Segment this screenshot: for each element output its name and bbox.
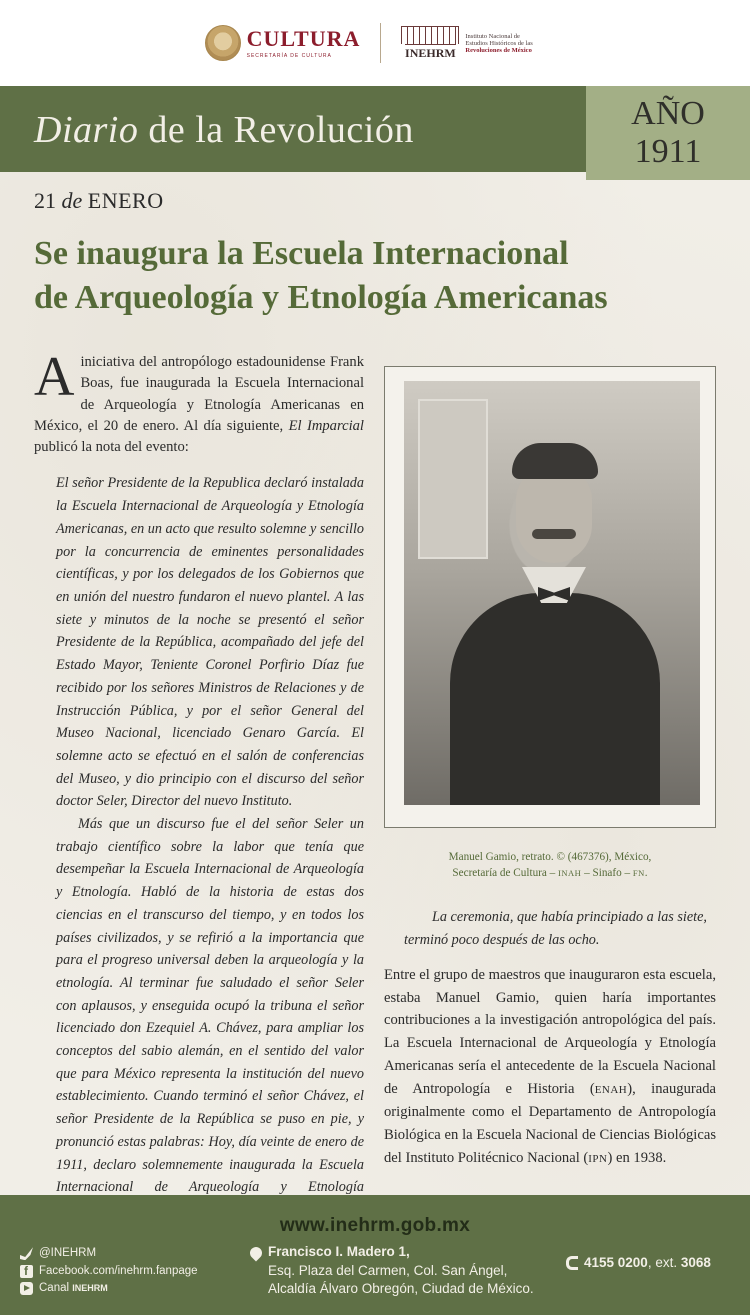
social-links	[20, 1245, 198, 1298]
article-left-column	[34, 346, 364, 1222]
website-link[interactable]: www.inehrm.gob.mx	[279, 1215, 471, 1236]
banner-title: Diario de la Revolución	[34, 109, 414, 151]
seal-icon	[205, 25, 241, 61]
portrait-photo[interactable]	[404, 381, 700, 805]
youtube-icon	[20, 1282, 33, 1295]
cultura-subtitle: SECRETARÍA DE CULTURA	[246, 52, 332, 59]
year-label: AÑO	[631, 95, 705, 132]
quote-ending: La ceremonia, que había principiado a las siete, terminó poco después de las ocho.	[404, 909, 707, 948]
year-badge	[586, 86, 750, 180]
twitter-icon	[20, 1247, 33, 1260]
headline: Se inaugura la Escuela Internacional de Arqueología y Etnología Americanas	[34, 235, 608, 316]
top-header	[0, 0, 750, 86]
quote-paragraph: Más que un discurso fue el del señor Seler un trabajo científico sobre la labor que tenía que desempeñar la Escuela Internacional de Arqueología y Etnología. Habló de la historia de estas dos ciencias en el transcurso del tiempo, y en todos los países civilizados, y se refirió a la importancia que para el progreso universal deben la arqueología y la etnología. Al terminar fue saludado el señor Seler con aplausos, y enseguida ocupó la tribuna el señor licenciado don Ezequiel A. Chávez, para ampliar los conceptos del sabio alemán, en el sentido del valor que para México representa la institución del nuevo establecimiento. Cuando terminó el señor Chávez, el señor Presidente de la República se puso en pie, y pronunció estas palabras: Hoy, día veinte de enero de 1911, declaro solemnemente inaugurada la Escuela Internacional de Arqueología y Etnología	[56, 816, 364, 1196]
drop-cap: A	[34, 346, 75, 408]
cultura-name: CULTURA	[246, 25, 361, 51]
cultura-logo[interactable]	[205, 25, 361, 61]
inehrm-wordmark: INEHRM	[405, 45, 456, 60]
footer	[0, 1195, 750, 1315]
logo-divider	[380, 23, 381, 63]
quote-paragraph: El señor Presidente de la Republica declaró instalada la Escuela Internacional de Arqueología y Etnología Americanas, en un acto que resulto solemne y sencillo por la concurrencia de eminentes personalidades científicas, y por los delegados de los Gobiernos que en unión del nuestro fundaron el nuevo plantel. A las siete y minutos de la noche se presentó el señor Presidente de la República, acompañado del jefe del Estado Mayor, Teniente Coronel Porfirio Díaz fue recibido por los señores Ministros de Relaciones y de Instrucción Pública, y por el señor General del Museo Nacional, licenciado Genaro García. El solemne acto se efectuó en el salón de conferencias del Museo, y dio principio con el discurso del señor doctor Seler, Director del nuevo Instituto.	[56, 475, 364, 810]
facebook-link[interactable]: f Facebook.com/inehrm.fanpage	[20, 1263, 198, 1281]
block-quote	[34, 472, 364, 1221]
closing-paragraph: Entre el grupo de maestros que inauguraron esta escuela, estaba Manuel Gamio, quien haría importantes contribuciones a la investigación antropológica del país. La Escuela Internacional de Arqueología y Etnología Americanas sería el antecedente de la Escuela Nacional de Antropología e Historia (ENAH), inaugurada originalmente como el Departamento de Antropología Biológica en la Escuela Nacional de Ciencias Biológicas del Instituto Politécnico Nacional (IPN) en 1938.	[384, 967, 716, 1166]
twitter-link[interactable]: @INEHRM	[20, 1245, 198, 1263]
building-icon	[401, 26, 459, 44]
inehrm-description: Instituto Nacional de Estudios Históricos de las Revoluciones de México	[465, 32, 533, 54]
photo-caption: Manuel Gamio, retrato. © (467376), México, Secretaría de Cultura – INAH – Sinafo – FN.	[448, 851, 652, 879]
portrait-frame	[384, 366, 716, 828]
inehrm-logo[interactable]	[401, 26, 545, 61]
article-date: 21 de ENERO	[34, 188, 164, 213]
phone-number[interactable]: 4155 0200, ext. 3068	[566, 1255, 711, 1270]
phone-icon	[566, 1256, 578, 1270]
intro-paragraph: A iniciativa del antropólogo estadounidense Frank Boas, fue inaugurada la Escuela Internacional de Arqueología y Etnología Americanas en México, el 20 de enero. Al día siguiente, El Imparcial publicó la nota del evento:	[34, 346, 364, 456]
year-value: 1911	[634, 133, 702, 170]
facebook-icon	[20, 1265, 33, 1278]
youtube-link[interactable]: Canal INEHRM	[20, 1280, 198, 1298]
address: Francisco I. Madero 1, Esq. Plaza del Carmen, Col. San Ángel, Alcaldía Álvaro Obregón, Ciudad de México.	[250, 1243, 534, 1299]
